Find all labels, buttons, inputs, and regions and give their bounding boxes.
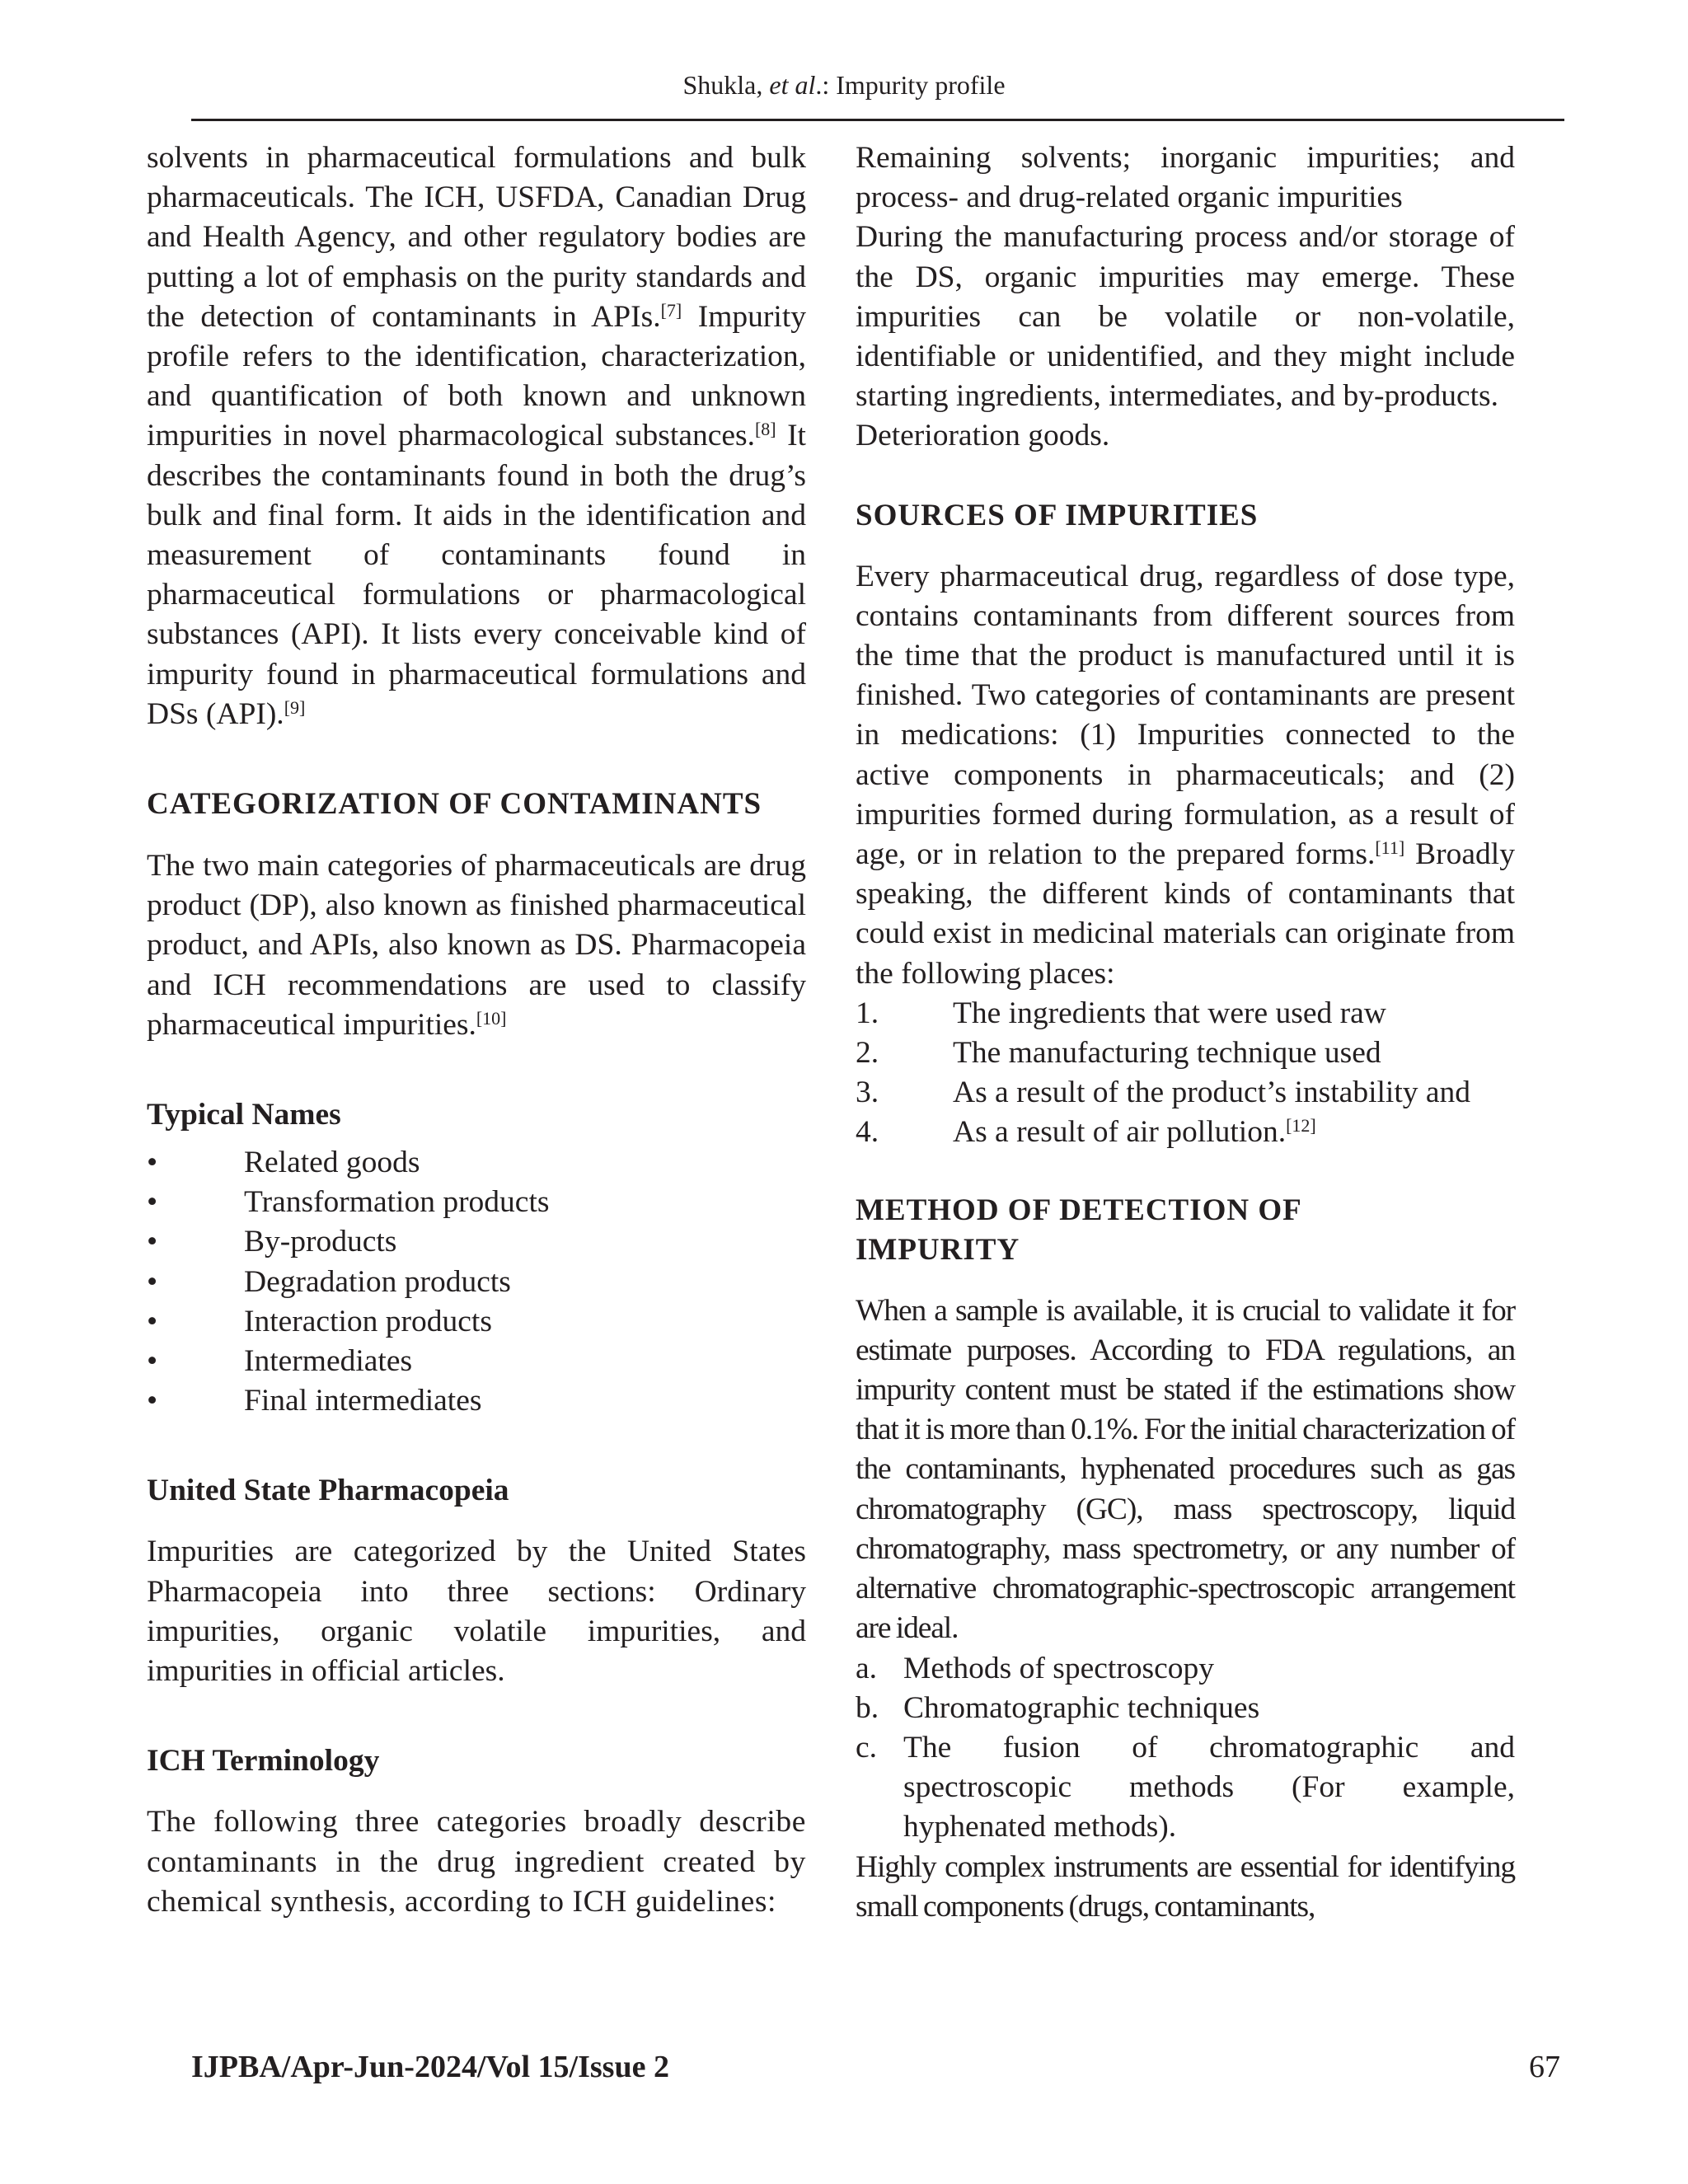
list-item: • Interaction products bbox=[147, 1302, 806, 1342]
heading-typical-names: Typical Names bbox=[147, 1098, 341, 1132]
list-item: 4. As a result of air pollution.[12] bbox=[856, 1115, 1316, 1150]
citation-ref[interactable]: [8] bbox=[754, 419, 776, 440]
right-paragraph-6: Highly complex instruments are essential for identifying small components (drugs, contaminants, bbox=[856, 1849, 1515, 1924]
bullet-marker: • bbox=[147, 1344, 158, 1379]
citation-ref[interactable]: [7] bbox=[660, 299, 682, 321]
list-item: • Intermediates bbox=[147, 1342, 806, 1381]
list-item: 3. As a result of the product’s instability and bbox=[856, 1076, 1471, 1110]
left-column bbox=[147, 138, 806, 1922]
right-paragraph-3: Deterioration goods. bbox=[856, 419, 1110, 453]
left-paragraph-4: The following three categories broadly describe contaminants in the drug ingredient created by chemical synthesis, according to ICH guidelines: bbox=[147, 1805, 806, 1919]
right-column bbox=[856, 138, 1515, 1927]
list-item: 2. The manufacturing technique used bbox=[856, 1036, 1381, 1071]
bullet-marker: • bbox=[147, 1225, 158, 1259]
sources-list bbox=[856, 994, 1515, 1153]
list-item: • By-products bbox=[147, 1222, 806, 1262]
footer-journal: IJPBA/Apr-Jun-2024/Vol 15/Issue 2 bbox=[191, 2050, 669, 2084]
bullet-marker: • bbox=[147, 1304, 158, 1338]
left-paragraph-3: Impurities are categorized by the United States Pharmacopeia into three sections: Ordinary impurities, organic volatile impurities, and impurities in official articles. bbox=[147, 1535, 806, 1689]
bullet-marker: • bbox=[147, 1264, 158, 1299]
heading-sources: SOURCES OF IMPURITIES bbox=[856, 498, 1259, 532]
running-head bbox=[0, 69, 1688, 101]
left-paragraph-1: solvents in pharmaceutical formulations and bulk pharmaceuticals. The ICH, USFDA, Canadian Drug and Health Agency, and other regulatory bodies are putting a lot of emphasis on the purity standards and the detection of contaminants in APIs.[7] Impurity profile refers to the identification, characterization, and quantification of both known and unknown impurities in novel pharmacological substances.[8] It describes the contaminants found in both the drug’s bulk and final form. It aids in the identification and measurement of contaminants found in pharmaceutical formulations or pharmacological substances (API). It lists every conceivable kind of impurity found in pharmaceutical formulations and DSs (API).[9] bbox=[147, 141, 806, 731]
list-item: 1. The ingredients that were used raw bbox=[856, 996, 1386, 1030]
list-item: • Transformation products bbox=[147, 1183, 806, 1222]
methods-list bbox=[856, 1649, 1515, 1848]
heading-usp: United State Pharmacopeia bbox=[147, 1474, 509, 1508]
list-item: a. Methods of spectroscopy bbox=[856, 1651, 1215, 1685]
citation-ref[interactable]: [11] bbox=[1375, 837, 1405, 859]
heading-categorization: CATEGORIZATION OF CONTAMINANTS bbox=[147, 787, 762, 822]
page-number: 67 bbox=[1529, 2050, 1560, 2084]
typical-names-list bbox=[147, 1143, 806, 1421]
left-paragraph-2: The two main categories of pharmaceuticals are drug product (DP), also known as finished pharmaceutical product, and APIs, also known as DS. Pharmacopeia and ICH recommendations are used to classify pharmaceutical impurities.[10] bbox=[147, 849, 806, 1042]
citation-ref[interactable]: [10] bbox=[476, 1007, 507, 1029]
citation-ref[interactable]: [12] bbox=[1286, 1115, 1316, 1137]
bullet-marker: • bbox=[147, 1185, 158, 1220]
header-title: .: Impurity profile bbox=[815, 70, 1006, 100]
header-rule bbox=[191, 119, 1564, 121]
list-item: c. The fusion of chromatographic and spectroscopic methods (For example, hyphenated methods). bbox=[856, 1730, 1515, 1844]
heading-method-detection: METHOD OF DETECTION OF IMPURITY bbox=[856, 1193, 1302, 1267]
list-item: b. Chromatographic techniques bbox=[856, 1690, 1260, 1725]
header-etal: et al bbox=[769, 70, 816, 100]
bullet-marker: • bbox=[147, 1146, 158, 1180]
right-paragraph-1: Remaining solvents; inorganic impurities; and process- and drug-related organic impurities bbox=[856, 141, 1515, 215]
heading-ich-terminology: ICH Terminology bbox=[147, 1744, 380, 1779]
list-item: • Degradation products bbox=[147, 1263, 806, 1302]
right-paragraph-5: When a sample is available, it is crucial to validate it for estimate purposes. According to FDA regulations, an impurity content must be stated if the estimations show that it is more than 0.1%. For the initial characterization of the contaminants, hyphenated procedures such as gas chromatography (GC), mass spectroscopy, liquid chromatography, mass spectrometry, or any number of alternative chromatographic-spectroscopic arrangement are ideal. bbox=[856, 1293, 1515, 1646]
right-paragraph-2: During the manufacturing process and/or storage of the DS, organic impurities may emerge. These impurities can be volatile or non-volatile, identifiable or unidentified, and they might include starting ingredients, intermediates, and by-products. bbox=[856, 220, 1515, 414]
bullet-marker: • bbox=[147, 1384, 158, 1418]
citation-ref[interactable]: [9] bbox=[284, 696, 306, 718]
list-item: • Final intermediates bbox=[147, 1381, 806, 1421]
header-author: Shukla, bbox=[682, 70, 770, 100]
list-item: • Related goods bbox=[147, 1143, 806, 1183]
right-paragraph-4: Every pharmaceutical drug, regardless of dose type, contains contaminants from different sources from the time that the product is manufactured until it is finished. Two categories of contaminants are present in medications: (1) Impurities connected to the active components in pharmaceuticals; and (2) impurities formed during formulation, as a result of age, or in relation to the prepared forms.[11] Broadly speaking, the different kinds of contaminants that could exist in medicinal materials can originate from the following places: bbox=[856, 559, 1515, 991]
